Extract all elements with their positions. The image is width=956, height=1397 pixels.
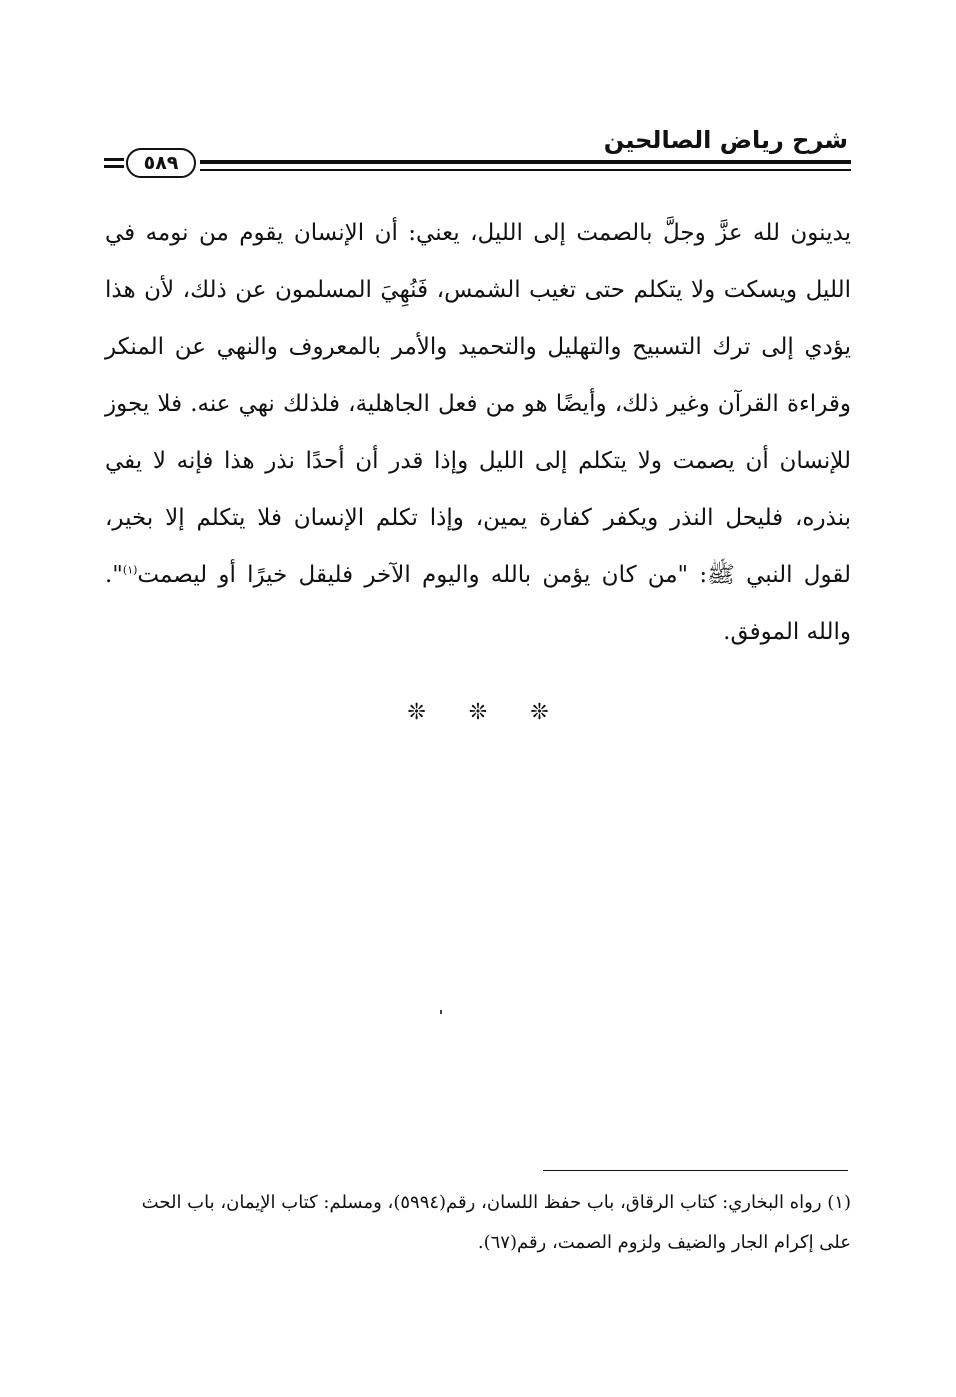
scan-speck [440, 1010, 442, 1014]
separator-star-icon: ❊ [407, 700, 426, 725]
header-rule-stub-lower [104, 165, 124, 168]
header-rule-thick [200, 160, 851, 164]
main-paragraph-text: يدينون لله عزَّ وجلَّ بالصمت إلى الليل، يعني: أن الإنسان يقوم من نومه في الليل ويسكت ولا يتكلم حتى تغيب الشمس، فَنُهِيَ المسلمون عن ذلك، لأن هذا يؤدي إلى ترك التسبيح والتهليل والتحميد والأمر بالمعروف والنهي عن المنكر وقراءة القرآن وغير ذلك، وأيضًا هو من فعل الجاهلية، فلذلك نهي عنه. فلا يجوز للإنسان أن يصمت ولا يتكلم إلى الليل وإذا قدر أن أحدًا نذر هذا فإنه لا يفي بنذره، فليحل النذر ويكفر كفارة يمين، وإذا تكلم الإنسان فلا يتكلم إلا بخير، لقول النبي ﷺ: "من كان يؤمن بالله واليوم الآخر فليقل خيرًا أو ليصمت [105, 220, 851, 588]
page-number: ٥٨٩ [143, 152, 179, 174]
separator-star-icon: ❊ [530, 700, 549, 725]
footnote-text: (١) رواه البخاري: كتاب الرقاق، باب حفظ اللسان، رقم(٥٩٩٤)، ومسلم: كتاب الإيمان، باب الحث على إكرام الجار والضيف ولزوم الصمت، رقم(٦٧). [141, 1192, 851, 1253]
section-separator [0, 700, 956, 725]
footnote-reference-marker[interactable]: (١) [122, 563, 138, 577]
footnote-rule [543, 1170, 848, 1171]
header-rule-stub-upper [104, 158, 124, 161]
separator-star-icon: ❊ [468, 700, 488, 725]
header-rule-thin [200, 169, 851, 171]
running-header-title: شرح رياض الصالحين [603, 126, 848, 154]
page-number-badge [126, 148, 196, 178]
main-paragraph-ending: ". والله الموفق. [105, 562, 851, 645]
main-paragraph [105, 205, 851, 661]
